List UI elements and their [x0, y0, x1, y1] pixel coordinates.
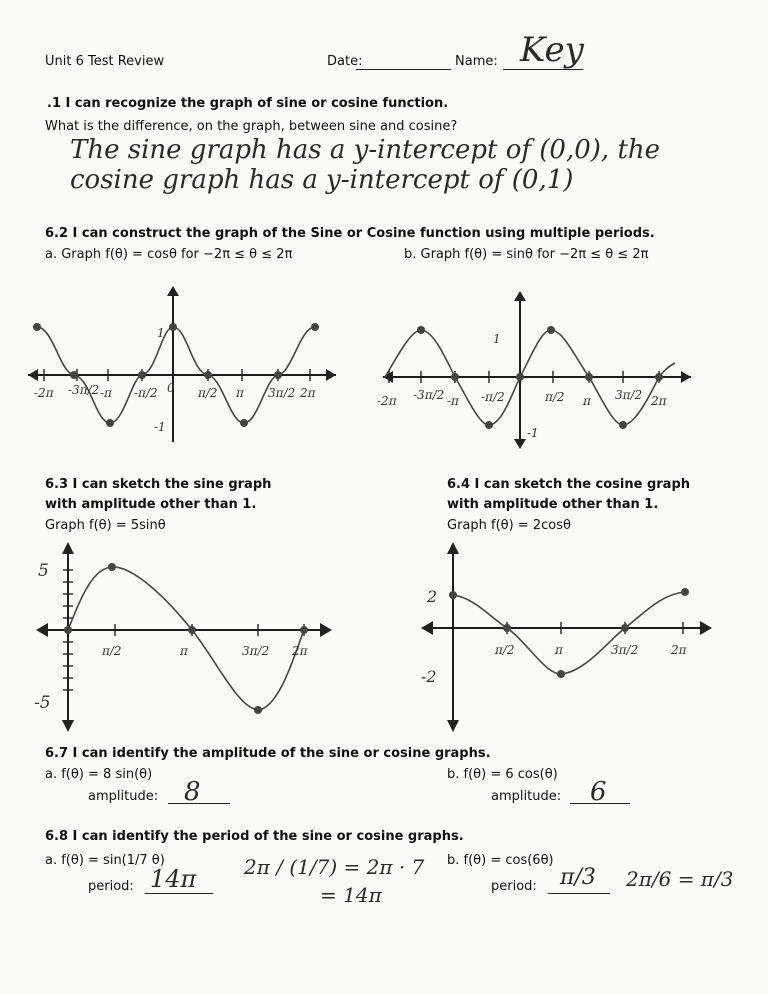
label-pi2: π/2 — [102, 644, 122, 658]
label-2pi: 2π — [651, 394, 667, 408]
label-y-neg2: -2 — [421, 667, 437, 686]
s68-b-label: period: — [491, 879, 537, 894]
point — [188, 626, 196, 634]
graph-cosine — [20, 280, 350, 450]
label-pi: π — [236, 386, 244, 400]
label-3pi2: 3π/2 — [615, 388, 643, 402]
label-pi: π — [555, 643, 563, 657]
s68-a-label: period: — [88, 879, 134, 894]
label-2pi: 2π — [292, 644, 308, 658]
s64-graph-prompt: Graph f(θ) = 2cosθ — [447, 518, 571, 533]
label-neg-pi: -π — [100, 386, 112, 400]
point — [451, 373, 459, 381]
y-axis-top-arrow — [514, 291, 526, 301]
label-y-neg1: -1 — [527, 426, 539, 440]
s68-a-answer-field[interactable] — [145, 893, 213, 894]
point — [655, 373, 663, 381]
s62-part-b: b. Graph f(θ) = sinθ for −2π ≤ θ ≤ 2π — [404, 247, 649, 262]
s64-heading-line2: with amplitude other than 1. — [447, 497, 659, 512]
y-axis-bottom-arrow — [62, 720, 74, 732]
point — [240, 419, 248, 427]
x-axis-right-arrow — [326, 369, 336, 381]
point — [106, 419, 114, 427]
s68-b-answer-field[interactable] — [548, 893, 610, 894]
x-axis-right-arrow — [700, 621, 712, 635]
name-answer: Key — [520, 30, 584, 70]
point — [547, 326, 555, 334]
s67-b-label: amplitude: — [491, 789, 562, 804]
s62-heading: 6.2 I can construct the graph of the Sine or Cosine function using multiple periods. — [45, 226, 655, 241]
point — [108, 563, 116, 571]
point — [274, 371, 282, 379]
label-neg-pi: -π — [447, 394, 459, 408]
label-y-5: 5 — [38, 561, 49, 581]
point — [621, 624, 629, 632]
y-axis-bottom-arrow — [447, 720, 459, 732]
label-pi2: π/2 — [545, 390, 565, 404]
s68-a-func: a. f(θ) = sin(1/7 θ) — [45, 853, 165, 868]
label-pi2: π/2 — [495, 643, 515, 657]
x-axis-left-arrow — [28, 369, 38, 381]
s62-part-a: a. Graph f(θ) = cosθ for −2π ≤ θ ≤ 2π — [45, 247, 293, 262]
point — [585, 373, 593, 381]
label-y-1: 1 — [157, 326, 165, 340]
label-3pi2: 3π/2 — [611, 643, 639, 657]
x-axis-right-arrow — [320, 623, 332, 637]
s63-heading-line1: 6.3 I can sketch the sine graph — [45, 477, 272, 492]
s61-question: What is the difference, on the graph, between sine and cosine? — [45, 119, 458, 134]
s64-heading-line1: 6.4 I can sketch the cosine graph — [447, 477, 691, 492]
label-neg-3pi2: -3π/2 — [413, 388, 445, 402]
s67-heading: 6.7 I can identify the amplitude of the sine or cosine graphs. — [45, 746, 491, 761]
worksheet-title: Unit 6 Test Review — [45, 54, 165, 69]
label-pi: π — [180, 644, 188, 658]
x-axis-left-arrow — [36, 623, 48, 637]
s67-a-answer: 8 — [184, 777, 201, 807]
label-neg-pi2: -π/2 — [134, 386, 158, 400]
point — [33, 323, 41, 331]
point — [169, 323, 177, 331]
point — [503, 624, 511, 632]
y-axis-bottom-arrow — [514, 439, 526, 449]
point — [138, 371, 146, 379]
point — [204, 371, 212, 379]
graph-sine — [375, 285, 705, 455]
label-zero: 0 — [167, 381, 175, 395]
s67-a-func: a. f(θ) = 8 sin(θ) — [45, 767, 153, 782]
name-label: Name: — [455, 54, 498, 69]
point — [64, 626, 72, 634]
point — [619, 421, 627, 429]
label-y-1: 1 — [493, 332, 501, 346]
point — [485, 421, 493, 429]
label-2pi: 2π — [671, 643, 687, 657]
s63-heading-line2: with amplitude other than 1. — [45, 497, 257, 512]
5sin-curve — [68, 567, 304, 710]
label-y-neg1: -1 — [154, 420, 166, 434]
point — [417, 326, 425, 334]
label-neg-3pi2: -3π/2 — [68, 383, 100, 397]
point — [254, 706, 262, 714]
x-axis-left-arrow — [421, 621, 433, 635]
label-y-neg5: -5 — [34, 693, 51, 713]
s68-b-func: b. f(θ) = cos(6θ) — [447, 853, 554, 868]
label-pi: π — [583, 394, 591, 408]
graph-2cos — [415, 540, 715, 735]
point — [681, 588, 689, 596]
x-axis-right-arrow — [681, 371, 691, 383]
s61-answer-line2: cosine graph has a y-intercept of (0,1) — [70, 165, 574, 195]
point — [300, 626, 308, 634]
date-field[interactable] — [356, 69, 451, 70]
label-2pi: 2π — [300, 386, 316, 400]
s68-b-work: 2π/6 = π/3 — [626, 867, 734, 891]
s61-heading: .1 I can recognize the graph of sine or cosine function. — [47, 96, 449, 111]
s63-graph-prompt: Graph f(θ) = 5sinθ — [45, 518, 166, 533]
y-axis-top-arrow — [62, 542, 74, 554]
point — [70, 371, 78, 379]
s67-a-label: amplitude: — [88, 789, 159, 804]
y-axis-top-arrow — [447, 542, 459, 554]
s68-heading: 6.8 I can identify the period of the sine or cosine graphs. — [45, 829, 464, 844]
point — [516, 373, 524, 381]
label-neg-2pi: -2π — [377, 394, 397, 408]
s61-answer-line1: The sine graph has a y-intercept of (0,0), the — [70, 135, 661, 165]
label-3pi2: 3π/2 — [242, 644, 270, 658]
s67-b-func: b. f(θ) = 6 cos(θ) — [447, 767, 558, 782]
s67-b-answer: 6 — [590, 777, 607, 807]
point — [449, 591, 457, 599]
label-y-2: 2 — [427, 587, 438, 606]
label-3pi2: 3π/2 — [268, 386, 296, 400]
point — [557, 670, 565, 678]
label-neg-pi2: -π/2 — [481, 390, 505, 404]
label-neg-2pi: -2π — [34, 386, 54, 400]
2cos-curve — [453, 592, 685, 674]
date-label: Date: — [327, 54, 363, 69]
graph-5sin — [30, 540, 340, 735]
s68-a-work-line2: = 14π — [320, 883, 382, 907]
s68-a-work-line1: 2π / (1/7) = 2π · 7 — [244, 855, 425, 879]
label-pi2: π/2 — [198, 386, 218, 400]
s68-a-answer: 14π — [150, 865, 197, 893]
y-axis-top-arrow — [167, 286, 179, 296]
s68-b-answer: π/3 — [560, 865, 596, 890]
point — [311, 323, 319, 331]
